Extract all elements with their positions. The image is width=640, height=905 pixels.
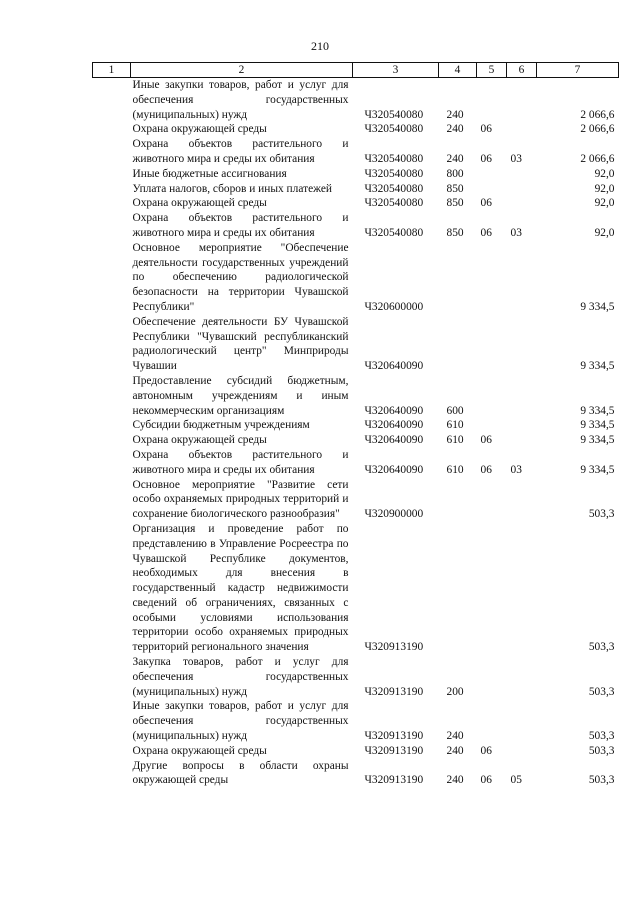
row-number-cell [93,315,131,374]
section-code [477,478,507,522]
amount-value: 2 066,6 [580,152,615,165]
item-name: Охрана объектов растительного и животного мира и среды их обитания [132,212,349,239]
target-article-code: Ч320600000 [364,300,424,313]
item-name: Иные закупки товаров, работ и услуг для обеспечения государственных (муниципальных) нужд [132,79,349,121]
subsection-code: 05 [510,774,522,787]
row-number-cell [93,433,131,448]
subsection-code [507,196,537,211]
expense-type-code: 610 [446,434,464,447]
target-article-code: Ч320913190 [364,685,424,698]
item-name: Закупка товаров, работ и услуг для обеспечения государственных (муниципальных) нужд [132,656,349,698]
subsection-code [507,655,537,699]
subsection-code: 03 [510,463,522,476]
item-name: Другие вопросы в области охраны окружающей среды [132,759,349,787]
row-number-cell [93,699,131,743]
target-article-code: Ч320540080 [364,226,424,239]
target-article-code: Ч320900000 [364,508,424,521]
row-number-cell [93,167,131,182]
amount-value: 2 066,6 [580,108,615,121]
expense-type-code: 850 [446,182,464,195]
expense-type-code: 610 [446,419,464,432]
page-number: 210 [311,39,329,53]
row-number-cell [93,196,131,211]
item-name: Обеспечение деятельности БУ Чувашской Республики "Чувашский республиканский радиологический центр" Минприроды Чувашии [132,315,349,373]
row-number-cell [93,122,131,137]
target-article-code: Ч320913190 [364,774,424,787]
table-row [93,137,619,167]
target-article-code: Ч320913190 [364,730,424,743]
item-name: Субсидии бюджетным учреждениям [132,419,310,432]
expense-type-code [439,241,477,315]
amount-value: 9 334,5 [580,404,615,417]
target-article-code: Ч320640090 [364,463,424,476]
row-number-cell [93,241,131,315]
section-code: 06 [480,152,492,165]
section-code [477,655,507,699]
subsection-code [507,78,537,123]
amount-value: 9 334,5 [580,463,615,476]
table-row [93,655,619,699]
subsection-code [507,182,537,197]
amount-value: 503,3 [588,508,615,521]
target-article-code: Ч320640090 [364,434,424,447]
table-row [93,759,619,789]
table-row [93,744,619,759]
table-row [93,196,619,211]
expense-type-code [439,478,477,522]
section-code: 06 [480,774,492,787]
item-name: Охрана окружающей среды [132,434,267,447]
section-code: 06 [480,197,492,210]
item-name: Организация и проведение работ по представлению в Управление Росреестра по Чувашской Республике документов, необходимых для внесения в государственный кадастр недвижимости сведений об ограничениях, связанных с особыми условиями использования территории особо охраняемых природных территорий регионального значения [132,522,349,654]
column-header: 4 [439,63,477,78]
target-article-code: Ч320540080 [364,123,424,136]
amount-value: 92,0 [594,167,615,180]
section-code [477,374,507,418]
target-article-code: Ч320640090 [364,360,424,373]
subsection-code [507,374,537,418]
section-code: 06 [480,226,492,239]
row-number-cell [93,448,131,478]
section-code [477,315,507,374]
table-row [93,241,619,315]
row-number-cell [93,744,131,759]
row-number-cell [93,418,131,433]
table-header-row [93,63,619,78]
amount-value: 503,3 [588,744,615,757]
target-article-code: Ч320913190 [364,744,424,757]
expense-type-code: 850 [446,226,464,239]
amount-value: 92,0 [594,182,615,195]
expense-type-code: 240 [446,774,464,787]
table-row [93,182,619,197]
expense-type-code [439,522,477,655]
target-article-code: Ч320540080 [364,152,424,165]
section-code [477,418,507,433]
table-row [93,522,619,655]
row-number-cell [93,137,131,167]
item-name: Иные закупки товаров, работ и услуг для обеспечения государственных (муниципальных) нужд [132,700,349,743]
subsection-code: 03 [510,226,522,239]
amount-value: 503,3 [588,685,615,698]
amount-value: 9 334,5 [580,434,615,447]
row-number-cell [93,478,131,522]
amount-value: 2 066,6 [580,123,615,136]
target-article-code: Ч320540080 [364,182,424,195]
column-header: 6 [507,63,537,78]
target-article-code: Ч320540080 [364,167,424,180]
item-name: Уплата налогов, сборов и иных платежей [132,182,332,195]
expense-type-code: 600 [446,404,464,417]
table-row [93,433,619,448]
row-number-cell [93,374,131,418]
subsection-code [507,315,537,374]
item-name: Охрана объектов растительного и животного мира и среды их обитания [132,448,349,476]
subsection-code [507,744,537,759]
row-number-cell [93,78,131,123]
section-code [477,522,507,655]
table-row [93,211,619,241]
subsection-code [507,241,537,315]
expense-type-code: 240 [446,123,464,136]
subsection-code [507,167,537,182]
subsection-code [507,699,537,743]
amount-value: 503,3 [588,641,615,654]
subsection-code [507,522,537,655]
item-name: Основное мероприятие "Обеспечение деятельности государственных учреждений по обеспечению радиологической безопасности на территории Чувашской Республики" [132,241,349,313]
item-name: Охрана окружающей среды [132,744,267,757]
column-header: 7 [537,63,619,78]
row-number-cell [93,211,131,241]
table-row [93,315,619,374]
item-name: Основное мероприятие "Развитие сети особо охраняемых природных территорий и сохранение биологического разнообразия" [132,478,349,521]
table-row [93,374,619,418]
expense-type-code: 850 [446,197,464,210]
table-row [93,478,619,522]
table-row [93,167,619,182]
column-header: 2 [131,63,353,78]
target-article-code: Ч320540080 [364,108,424,121]
subsection-code: 03 [510,152,522,165]
row-number-cell [93,522,131,655]
subsection-code [507,122,537,137]
amount-value: 9 334,5 [580,300,615,313]
amount-value: 503,3 [588,730,615,743]
expense-type-code: 240 [446,108,464,121]
section-code: 06 [480,434,492,447]
column-header: 3 [353,63,439,78]
subsection-code [507,418,537,433]
column-header: 1 [93,63,131,78]
target-article-code: Ч320640090 [364,404,424,417]
table-row [93,418,619,433]
section-code [477,241,507,315]
expense-type-code: 610 [446,463,464,476]
expense-type-code: 240 [446,152,464,165]
section-code [477,78,507,123]
item-name: Охрана окружающей среды [132,123,267,136]
amount-value: 503,3 [588,774,615,787]
subsection-code [507,478,537,522]
table-row [93,448,619,478]
target-article-code: Ч320913190 [364,641,424,654]
expense-type-code: 240 [446,744,464,757]
section-code [477,182,507,197]
section-code: 06 [480,123,492,136]
item-name: Охрана окружающей среды [132,197,267,210]
target-article-code: Ч320540080 [364,197,424,210]
item-name: Иные бюджетные ассигнования [132,167,287,180]
row-number-cell [93,759,131,789]
expense-type-code [439,315,477,374]
subsection-code [507,433,537,448]
table-row [93,699,619,743]
row-number-cell [93,655,131,699]
section-code [477,167,507,182]
item-name: Охрана объектов растительного и животного мира и среды их обитания [132,138,349,165]
amount-value: 9 334,5 [580,360,615,373]
column-header: 5 [477,63,507,78]
expense-type-code: 240 [446,730,464,743]
section-code: 06 [480,744,492,757]
expense-type-code: 800 [446,167,464,180]
table-row [93,122,619,137]
amount-value: 92,0 [594,226,615,239]
expense-type-code: 200 [446,685,464,698]
row-number-cell [93,182,131,197]
target-article-code: Ч320640090 [364,419,424,432]
section-code [477,699,507,743]
table-row [93,78,619,123]
item-name: Предоставление субсидий бюджетным, автономным учреждениям и иным некоммерческим организациям [132,374,349,417]
section-code: 06 [480,463,492,476]
amount-value: 92,0 [594,197,615,210]
budget-table [92,62,619,788]
amount-value: 9 334,5 [580,419,615,432]
